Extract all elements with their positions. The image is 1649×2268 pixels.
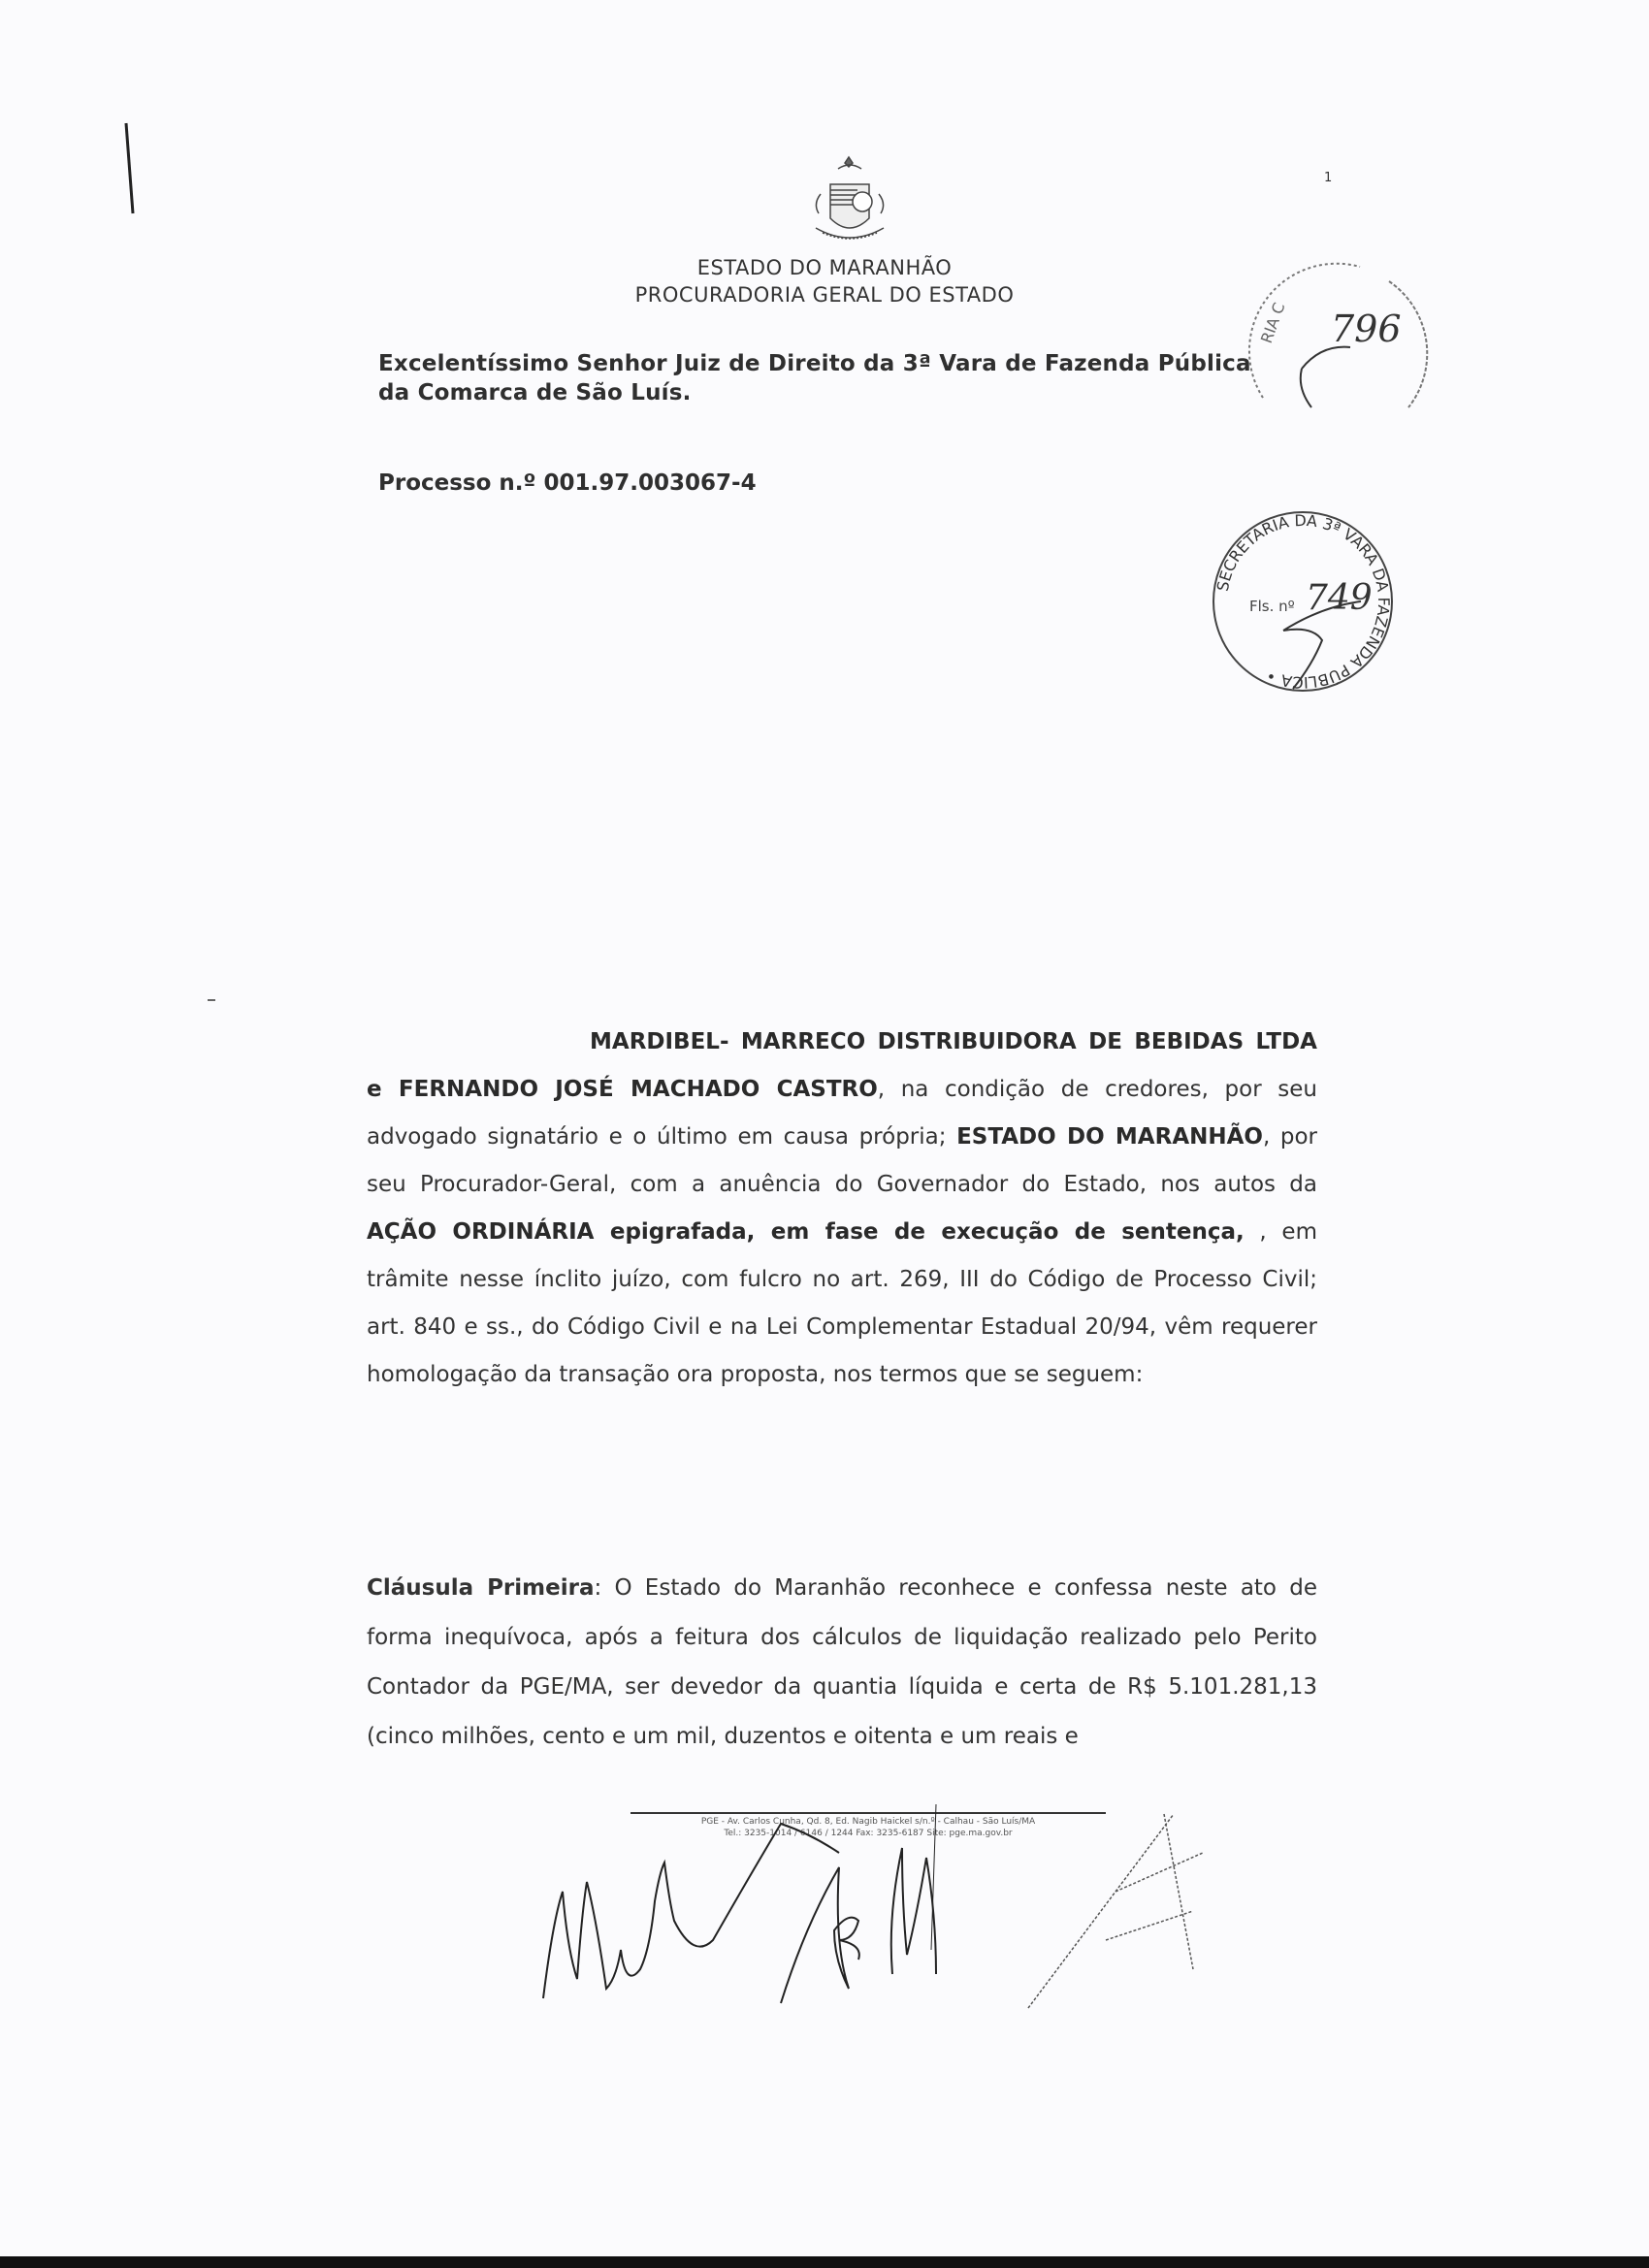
- clause-text: : O Estado do Maranhão reconhece e confessa neste ato de forma inequívoca, após a feitura dos cálculos de liquidação realizado pelo Perito Contador da PGE/MA, ser devedor da quantia líquida e certa de R$ 5.101.281,13 (cinco milhões, cento e um mil, duzentos e oitenta e um reais e: [367, 1575, 1317, 1749]
- page-number: 1: [1324, 171, 1333, 185]
- addressee-line-1: Excelentíssimo Senhor Juiz de Direito da 3ª Vara de Fazenda Pública: [378, 351, 1251, 376]
- svg-text:Fls. nº: Fls. nº: [1249, 598, 1295, 615]
- scan-edge: [0, 2256, 1649, 2268]
- clause-title: Cláusula Primeira: [367, 1575, 595, 1601]
- addressee: [378, 349, 1251, 407]
- letterhead-agency: PROCURADORIA GERAL DO ESTADO: [634, 283, 1015, 307]
- process-label: Processo n.º: [378, 470, 536, 496]
- folio-stamp-icon: [1191, 504, 1414, 698]
- svg-text:SECRETARIA DA 3ª VARA DA FAZEN: SECRETARIA DA 3ª VARA DA FAZENDA PÚBLICA •: [1212, 510, 1394, 693]
- letterhead: [582, 254, 1067, 308]
- clause-primeira: [367, 1564, 1317, 1762]
- process-value: 001.97.003067-4: [543, 470, 757, 496]
- state-party: ESTADO DO MARANHÃO: [956, 1124, 1263, 1150]
- signature-1: [543, 1824, 839, 1998]
- signature-2: [781, 1804, 936, 2003]
- initials-3: [1028, 1814, 1203, 2008]
- margin-pen-mark: [124, 121, 136, 218]
- svg-text:796: 796: [1331, 308, 1402, 350]
- process-number: [378, 470, 757, 496]
- action-type: AÇÃO ORDINÁRIA epigrafada, em fase de execução de sentença,: [367, 1219, 1245, 1245]
- protocol-stamp-icon: [1224, 262, 1438, 446]
- svg-text:749: 749: [1306, 578, 1373, 618]
- svg-text:RIA C: RIA C: [1256, 300, 1289, 346]
- parties: MARDIBEL- MARRECO DISTRIBUIDORA DE BEBIDAS LTDA e FERNANDO JOSÉ MACHADO CASTRO: [367, 1029, 1317, 1102]
- addressee-line-2: da Comarca de São Luís.: [378, 380, 692, 405]
- footer-line-1: PGE - Av. Carlos Cunha, Qd. 8, Ed. Nagib Haickel s/n.º - Calhau - São Luís/MA: [700, 1817, 1036, 1827]
- signatures: [524, 1804, 1377, 2037]
- footer-line-2: Tel.: 3235-1014 / 6146 / 1244 Fax: 3235-6187 Site: pge.ma.gov.br: [724, 1829, 1013, 1838]
- letterhead-state: ESTADO DO MARANHÃO: [696, 256, 953, 279]
- petition-body: [367, 1019, 1317, 1399]
- coat-of-arms-icon: [801, 155, 898, 252]
- body-text-1: , na condição de credores, por seu advogado signatário e o último em causa própria;: [367, 1077, 1317, 1150]
- body-text-2: , por seu Procurador-Geral, com a anuência do Governador do Estado, nos autos da: [367, 1124, 1317, 1197]
- body-text-3: , em trâmite nesse ínclito juízo, com fulcro no art. 269, III do Código de Processo Civil; art. 840 e ss., do Código Civil e na Lei Complementar Estadual 20/94, vêm requerer homologação da transação ora proposta, nos termos que se seguem:: [367, 1219, 1317, 1387]
- margin-tick: [208, 999, 215, 1001]
